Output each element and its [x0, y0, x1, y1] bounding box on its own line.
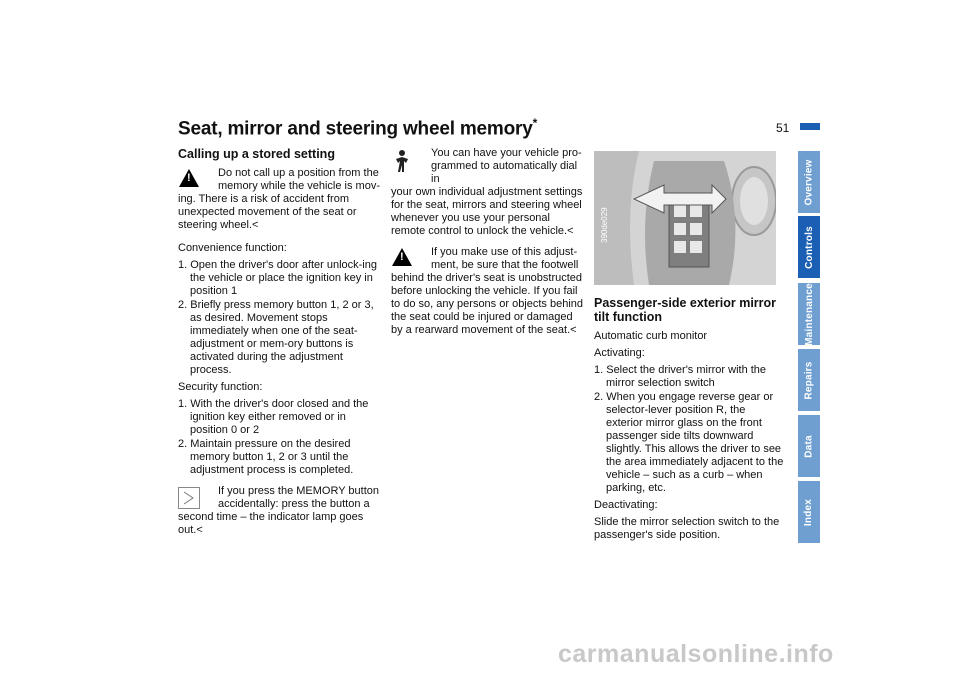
tab-label: Controls [803, 225, 815, 269]
list-item: 2. Maintain pressure on the desired memory button 1, 2 or 3 until the adjustment process is completed. [178, 438, 354, 476]
list-item: 1. With the driver's door closed and the ignition key either removed or in position 0 or 2 [178, 398, 369, 436]
tip-text-first: You can have your vehicle pro-grammed to automatically dial in [431, 147, 582, 185]
tab-index[interactable] [798, 481, 820, 543]
tip-text [391, 186, 585, 238]
warning-note [391, 246, 585, 337]
end-mark: < [196, 524, 203, 536]
tab-label: Data [803, 434, 815, 458]
note-text-rest: second time – the indicator lamp goes out. [178, 511, 364, 536]
column-left [178, 147, 383, 541]
footer-watermark: carmanualsonline.info [558, 640, 834, 668]
list-item: 1. Select the driver's mirror with the mirror selection switch [594, 364, 767, 389]
convenience-steps [178, 259, 383, 377]
warning-note [178, 167, 383, 232]
tab-repairs[interactable] [798, 349, 820, 411]
note-icon [178, 487, 200, 507]
section-heading: Calling up a stored setting [178, 147, 335, 161]
convenience-label: Convenience function: [178, 242, 287, 254]
warning-icon [178, 169, 200, 189]
page-title [178, 116, 537, 140]
tip-text-rest: your own individual adjustment settings for the seat, mirrors and steering wheel whenever you use your personal remote control to unlock the vehicle. [391, 186, 583, 237]
tab-label: Index [803, 498, 815, 526]
tab-data[interactable] [798, 415, 820, 477]
tip-note [391, 147, 585, 238]
column-middle [391, 147, 585, 341]
photo-code: 390de029 [600, 207, 609, 243]
page-title-text: Seat, mirror and steering wheel memory [178, 118, 533, 140]
note-text-first: If you press the MEMORY button accidentally: press the button a [218, 485, 380, 510]
page-number: 51 [776, 121, 790, 135]
list-item: 2. When you engage reverse gear or selector-lever position R, the exterior mirror glass on the front passenger side tilts downward slightly. This allows the driver to see the area immediately adjacent to the vehicle – such as a curb – when parking, etc. [594, 391, 784, 494]
warning-text-first: If you make use of this adjust-ment, be sure that the footwell [431, 246, 579, 271]
security-steps [178, 398, 383, 477]
warning-text [178, 193, 383, 232]
security-label: Security function: [178, 381, 263, 393]
tab-controls[interactable] [798, 216, 820, 278]
end-mark: < [252, 219, 259, 231]
warning-icon [391, 248, 413, 268]
warning-text-first: Do not call up a position from the memory while the vehicle is mov- [218, 167, 380, 192]
tab-label: Overview [803, 158, 815, 206]
warning-text-rest: ing. There is a risk of accident from unexpected movement of the seat or steering wheel. [178, 193, 357, 231]
page-marker-bar [800, 123, 820, 130]
section-heading: Passenger-side exterior mirror tilt function [594, 296, 777, 324]
tab-label: Maintenance [803, 282, 815, 346]
list-item: 2. Briefly press memory button 1, 2 or 3, as desired. Movement stops immediately when one of the seat-adjustment or mem-ory buttons is activated during the adjustment process. [178, 299, 374, 376]
activating-steps [594, 364, 784, 495]
title-asterisk: * [532, 116, 538, 130]
mirror-switch-photo [594, 151, 776, 285]
deactivating-text: Slide the mirror selection switch to the passenger's side position. [594, 516, 780, 541]
note-text [178, 511, 383, 537]
activating-label: Activating: [594, 347, 645, 359]
end-mark: < [570, 324, 577, 336]
column-right [594, 296, 784, 546]
deactivating-label: Deactivating: [594, 499, 658, 511]
end-mark: < [567, 225, 574, 237]
tab-maintenance[interactable] [798, 283, 820, 345]
person-icon [391, 149, 413, 169]
list-item: 1. Open the driver's door after unlock-ing the vehicle or place the ignition key in position 1 [178, 259, 377, 297]
tab-overview[interactable] [798, 151, 820, 213]
warning-text [391, 272, 585, 337]
intro-text: Automatic curb monitor [594, 330, 708, 342]
tab-label: Repairs [803, 360, 815, 400]
info-note [178, 485, 383, 537]
warning-text-rest: behind the driver's seat is unobstructed before unlocking the vehicle. If you fail to do so, any persons or objects behind the seat could be injured or damaged by a rearward movement of the seat. [391, 272, 584, 336]
